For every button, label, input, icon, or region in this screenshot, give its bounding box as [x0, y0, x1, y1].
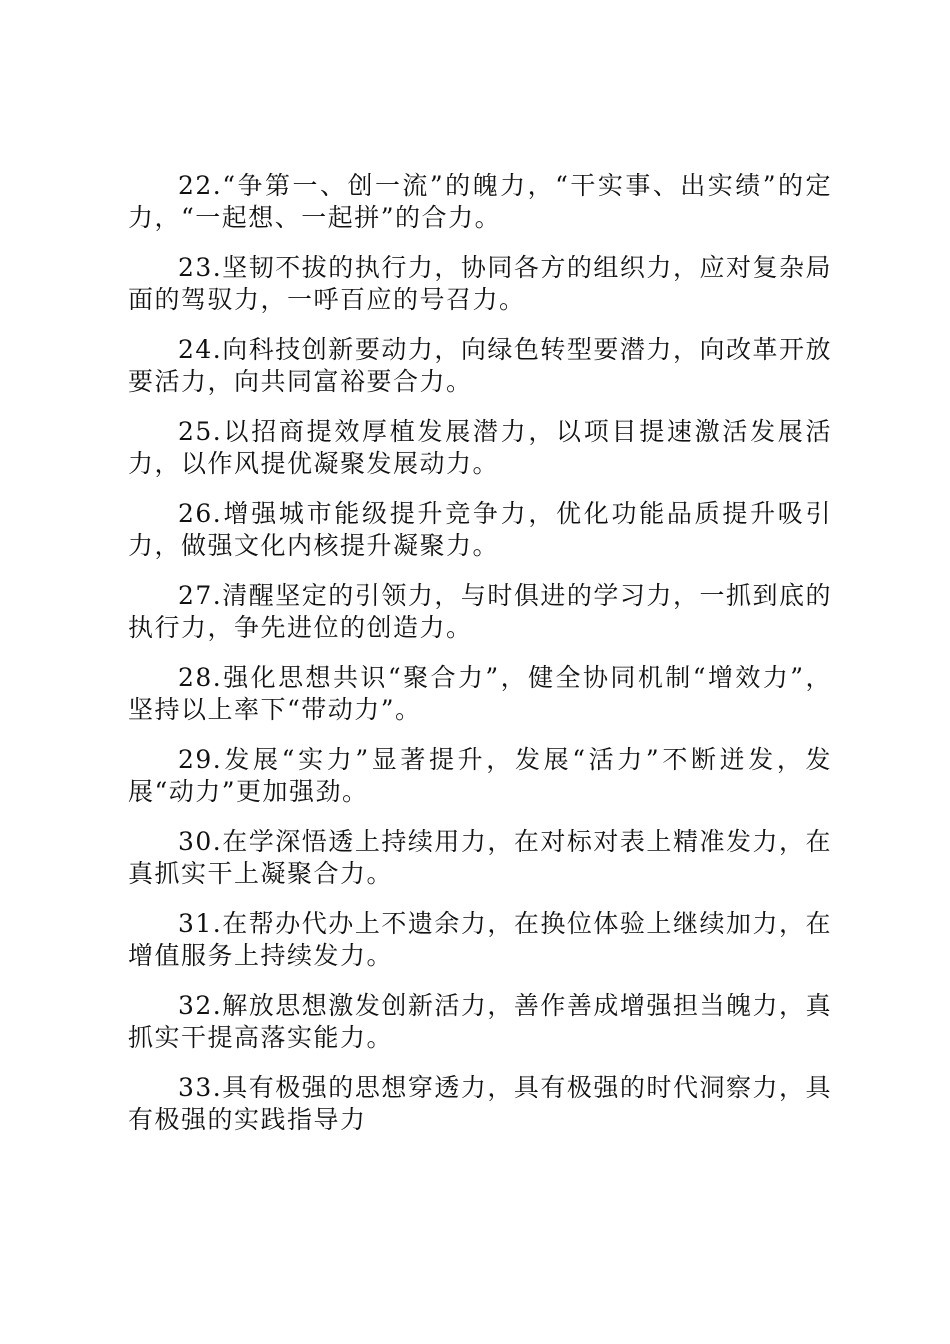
list-item-26: 26.增强城市能级提升竞争力，优化功能品质提升吸引力，做强文化内核提升凝聚力。 [128, 499, 832, 560]
list-item-30: 30.在学深悟透上持续用力，在对标对表上精准发力，在真抓实干上凝聚合力。 [128, 827, 832, 888]
list-item-25: 25.以招商提效厚植发展潜力，以项目提速激活发展活力，以作风提优凝聚发展动力。 [128, 417, 832, 478]
list-item-22: 22.“争第一、创一流”的魄力，“干实事、出实绩”的定力，“一起想、一起拼”的合力。 [128, 171, 832, 232]
list-item-33: 33.具有极强的思想穿透力，具有极强的时代洞察力，具有极强的实践指导力 [128, 1073, 832, 1134]
list-item-31: 31.在帮办代办上不遗余力，在换位体验上继续加力，在增值服务上持续发力。 [128, 909, 832, 970]
document-body [128, 170, 832, 1154]
list-item-23: 23.坚韧不拔的执行力，协同各方的组织力，应对复杂局面的驾驭力，一呼百应的号召力。 [128, 253, 832, 314]
list-item-32: 32.解放思想激发创新活力，善作善成增强担当魄力，真抓实干提高落实能力。 [128, 991, 832, 1052]
list-item-29: 29.发展“实力”显著提升，发展“活力”不断迸发，发展“动力”更加强劲。 [128, 745, 832, 806]
list-item-27: 27.清醒坚定的引领力，与时俱进的学习力，一抓到底的执行力，争先进位的创造力。 [128, 581, 832, 642]
list-item-24: 24.向科技创新要动力，向绿色转型要潜力，向改革开放要活力，向共同富裕要合力。 [128, 335, 832, 396]
list-item-28: 28.强化思想共识“聚合力”，健全协同机制“增效力”，坚持以上率下“带动力”。 [128, 663, 832, 724]
